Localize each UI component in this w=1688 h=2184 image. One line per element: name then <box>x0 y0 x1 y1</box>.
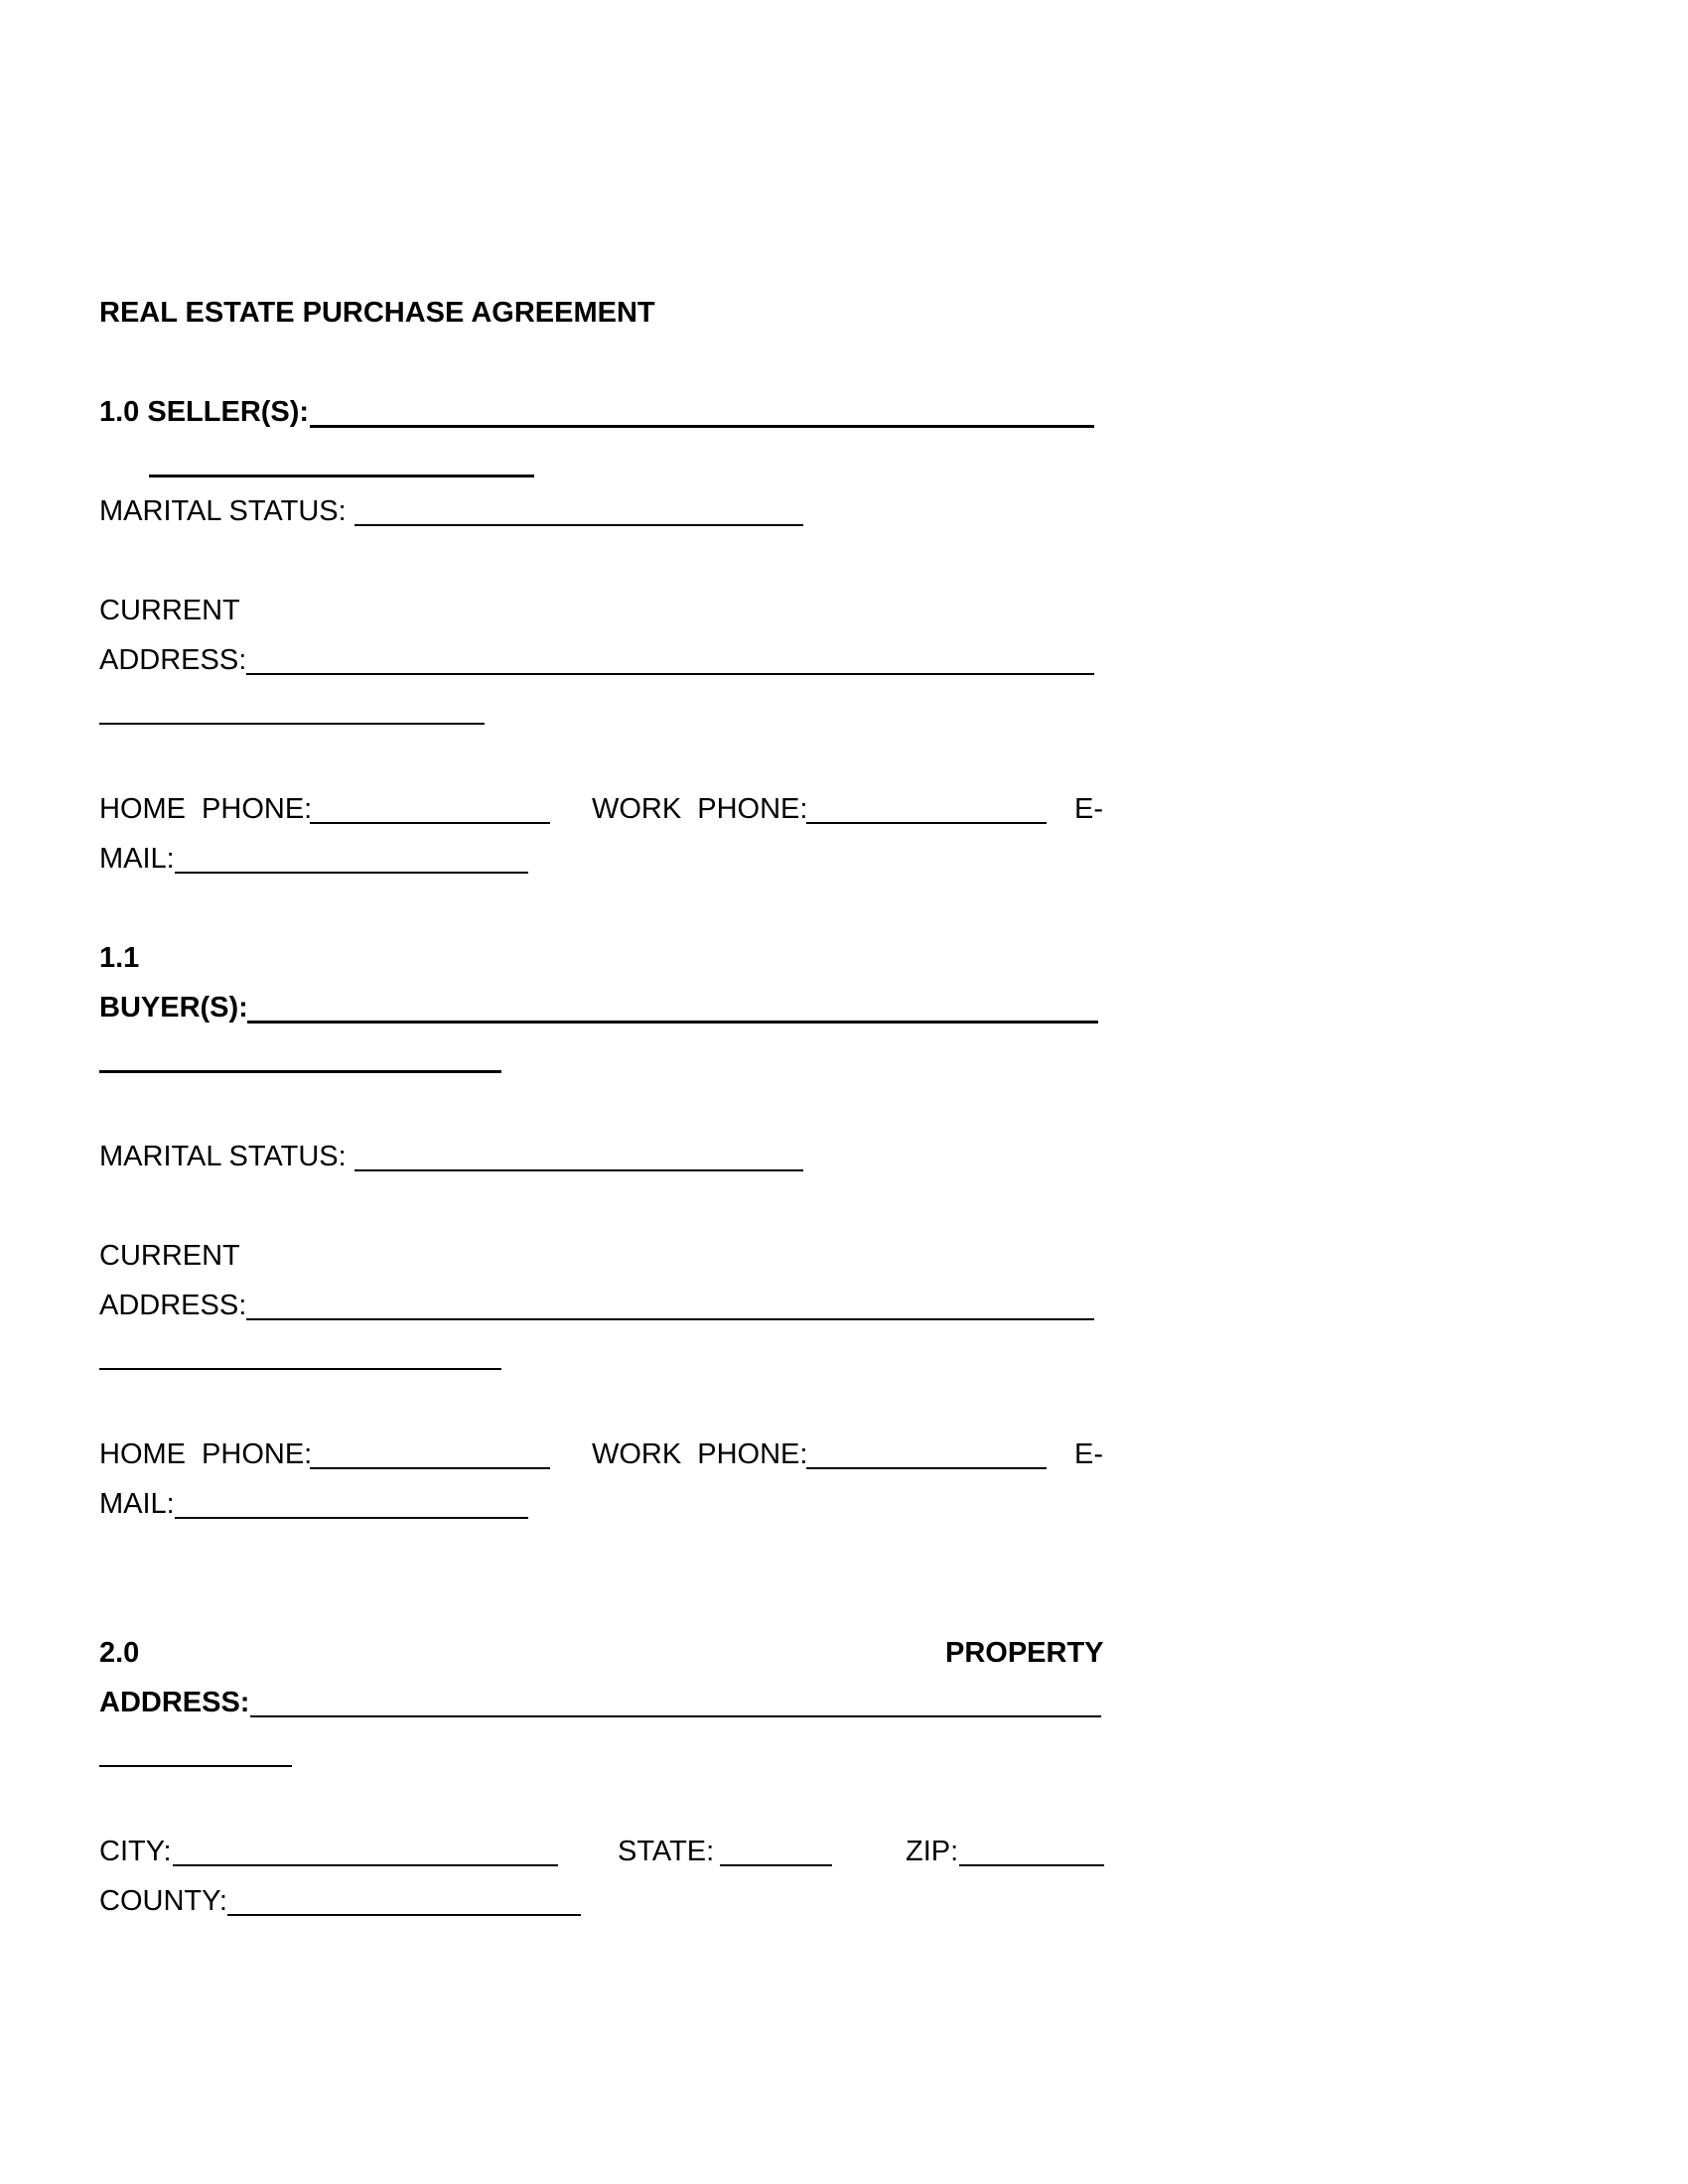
buyer-heading: BUYER(S): <box>99 992 248 1024</box>
property-city-label: CITY: <box>99 1836 172 1867</box>
buyer-work-phone-label: WORK PHONE: <box>592 1438 808 1470</box>
buyer-current-label: CURRENT <box>99 1240 240 1272</box>
seller-name-field-continued[interactable] <box>149 475 534 478</box>
buyer-email-label-part2: MAIL: <box>99 1488 175 1520</box>
buyer-email-field[interactable] <box>175 1517 528 1519</box>
seller-work-phone-label: WORK PHONE: <box>592 793 808 825</box>
property-address-field-continued[interactable] <box>99 1765 292 1767</box>
seller-home-phone-label: HOME PHONE: <box>99 793 313 825</box>
property-county-label: COUNTY: <box>99 1885 227 1917</box>
property-address-field[interactable] <box>250 1715 1101 1717</box>
seller-email-label-part1: E- <box>1074 793 1103 825</box>
seller-email-label-part2: MAIL: <box>99 843 175 875</box>
property-number: 2.0 <box>99 1637 140 1669</box>
buyer-marital-status-field[interactable] <box>354 1169 803 1171</box>
property-zip-field[interactable] <box>959 1864 1104 1866</box>
document-title: REAL ESTATE PURCHASE AGREEMENT <box>99 297 655 329</box>
buyer-number: 1.1 <box>99 942 140 974</box>
property-state-label: STATE: <box>618 1836 715 1867</box>
property-county-field[interactable] <box>227 1914 581 1916</box>
seller-address-label: ADDRESS: <box>99 644 247 676</box>
property-zip-label: ZIP: <box>906 1836 959 1867</box>
buyer-home-phone-label: HOME PHONE: <box>99 1438 313 1470</box>
property-heading: PROPERTY <box>945 1637 1104 1669</box>
seller-marital-status-label: MARITAL STATUS: <box>99 495 347 527</box>
buyer-name-field[interactable] <box>247 1021 1098 1024</box>
seller-work-phone-field[interactable] <box>806 822 1047 824</box>
seller-current-label: CURRENT <box>99 595 240 626</box>
property-city-field[interactable] <box>173 1864 558 1866</box>
seller-address-field[interactable] <box>246 673 1094 675</box>
buyer-email-label-part1: E- <box>1074 1438 1103 1470</box>
buyer-marital-status-label: MARITAL STATUS: <box>99 1141 347 1172</box>
seller-address-field-continued[interactable] <box>99 723 485 725</box>
buyer-home-phone-field[interactable] <box>310 1467 550 1469</box>
buyer-address-label: ADDRESS: <box>99 1290 247 1321</box>
buyer-address-field-continued[interactable] <box>99 1368 501 1370</box>
seller-marital-status-field[interactable] <box>354 524 803 526</box>
property-address-label: ADDRESS: <box>99 1687 250 1718</box>
seller-name-field[interactable] <box>310 425 1094 428</box>
property-state-field[interactable] <box>720 1864 832 1866</box>
buyer-work-phone-field[interactable] <box>806 1467 1047 1469</box>
seller-email-field[interactable] <box>175 872 528 874</box>
buyer-name-field-continued[interactable] <box>99 1070 501 1073</box>
seller-home-phone-field[interactable] <box>310 822 550 824</box>
seller-heading: 1.0 SELLER(S): <box>99 396 310 428</box>
buyer-address-field[interactable] <box>246 1318 1094 1320</box>
